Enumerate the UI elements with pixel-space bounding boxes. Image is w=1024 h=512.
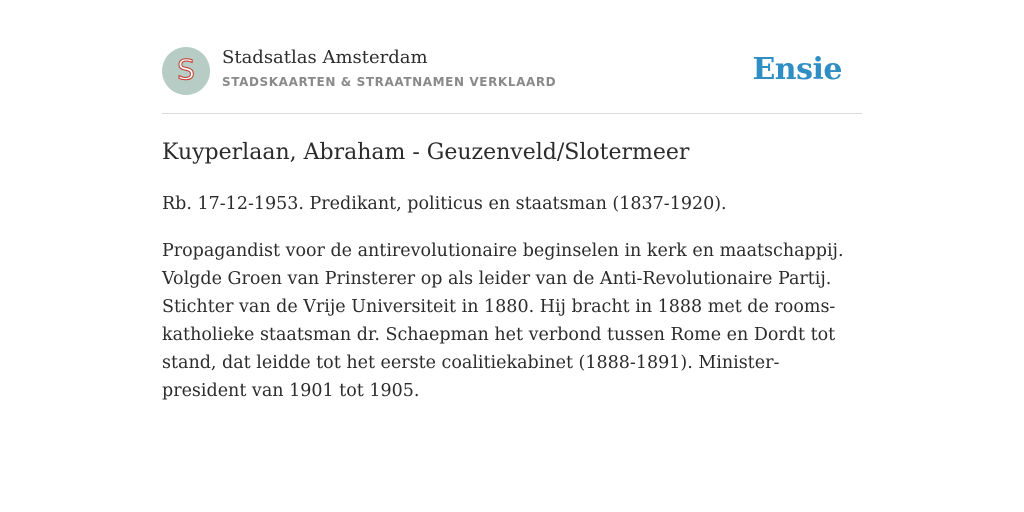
header [162,46,862,96]
article-paragraph-intro: Rb. 17-12-1953. Predikant, politicus en staatsman (1837-1920). [162,194,727,214]
article-paragraph-body: Propagandist voor de antirevolutionaire beginselen in kerk en maatschappij. Volgde Groen van Prinsterer op als leider van de Anti-Revolutionaire Partij. Stichter van de Vrije Universiteit in 1880. Hij bracht in 1888 met de rooms-katholieke staatsman dr. Schaepman het verbond tussen Rome en Dordt tot stand, dat leidde tot het eerste coalitiekabinet (1888-1891). Minister-president van 1901 tot 1905. [162,241,844,401]
site-subtitle: STADSKAARTEN & STRAATNAMEN VERKLAARD [222,75,557,89]
avatar-letter: S [177,53,195,86]
avatar[interactable] [162,47,210,95]
header-divider [162,113,862,114]
brand-logo[interactable]: Ensie [752,52,842,87]
content-card [162,0,862,512]
article-title: Kuyperlaan, Abraham - Geuzenveld/Slotermeer [162,140,690,165]
site-title[interactable]: Stadsatlas Amsterdam [222,47,428,68]
